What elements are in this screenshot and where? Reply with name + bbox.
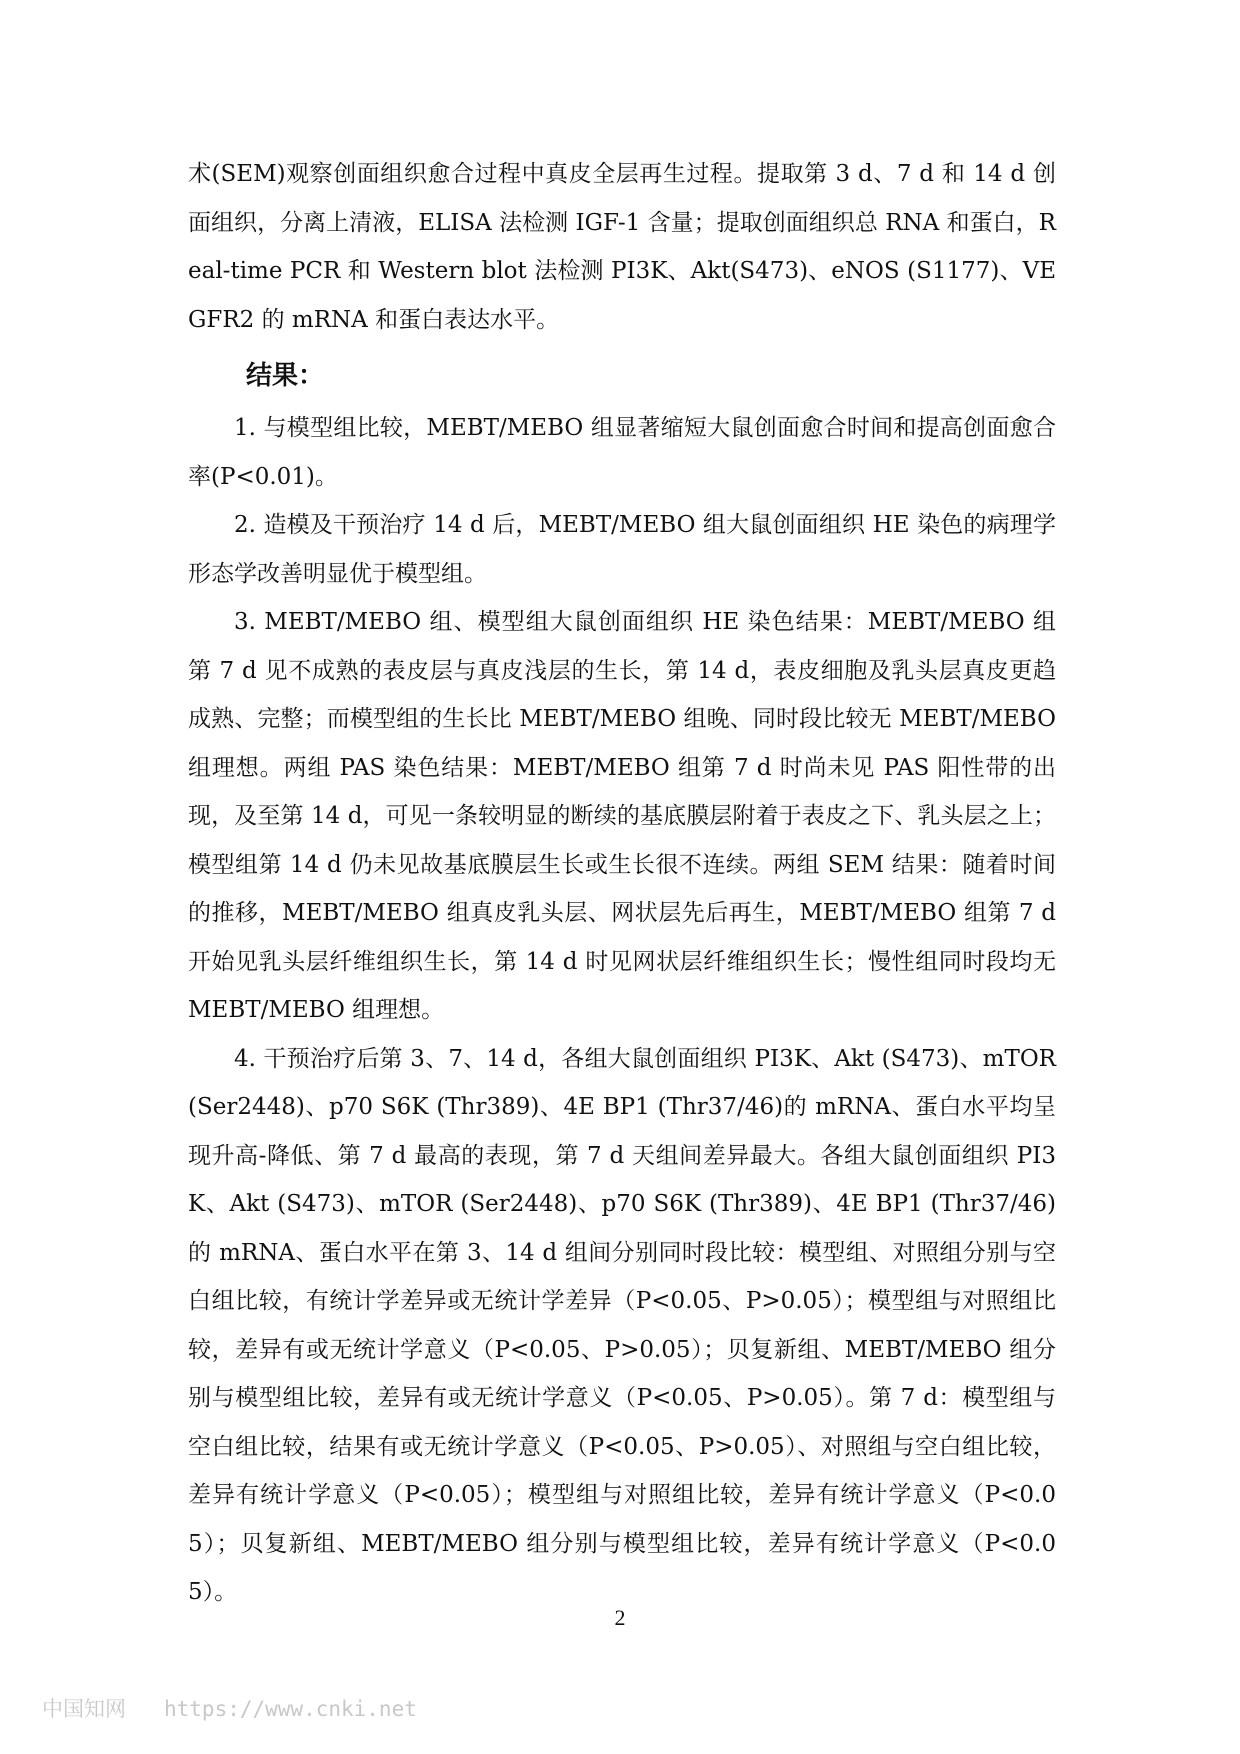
watermark-url: https://www.cnki.net <box>164 1697 417 1721</box>
methods-paragraph-continuation: 术(SEM)观察创面组织愈合过程中真皮全层再生过程。提取第 3 d、7 d 和 14 d 创面组织，分离上清液，ELISA 法检测 IGF-1 含量；提取创面组织总 RNA 和蛋白，Real-time PCR 和 Western blot 法检测 PI3K、Akt(S473)、eNOS (S1177)、VEGFR2 的 mRNA 和蛋白表达水平。 <box>188 161 1056 333</box>
cnki-watermark <box>42 1694 417 1724</box>
page-content <box>188 150 1056 1617</box>
result-item-3: 3. MEBT/MEBO 组、模型组大鼠创面组织 HE 染色结果：MEBT/MEBO 组第 7 d 见不成熟的表皮层与真皮浅层的生长，第 14 d，表皮细胞及乳头层真皮更趋成熟、完整；而模型组的生长比 MEBT/MEBO 组晚、同时段比较无 MEBT/MEBO 组理想。两组 PAS 染色结果：MEBT/MEBO 组第 7 d 时尚未见 PAS 阳性带的出现，及至第 14 d，可见一条较明显的断续的基底膜层附着于表皮之下、乳头层之上；模型组第 14 d 仍未见故基底膜层生长或生长很不连续。两组 SEM 结果：随着时间的推移，MEBT/MEBO 组真皮乳头层、网状层先后再生，MEBT/MEBO 组第 7 d 开始见乳头层纤维组织生长，第 14 d 时见网状层纤维组织生长；慢性组同时段均无 MEBT/MEBO 组理想。 <box>188 609 1057 1023</box>
results-heading: 结果： <box>246 361 325 391</box>
result-item-4: 4. 干预治疗后第 3、7、14 d，各组大鼠创面组织 PI3K、Akt (S473)、mTOR (Ser2448)、p70 S6K (Thr389)、4E BP1 (Thr37/46)的 mRNA、蛋白水平均呈现升高-降低、第 7 d 最高的表现，第 7 d 天组间差异最大。各组大鼠创面组织 PI3K、Akt (S473)、mTOR (Ser2448)、p70 S6K (Thr389)、4E BP1 (Thr37/46)的 mRNA、蛋白水平在第 3、14 d 组间分别同时段比较：模型组、对照组分别与空白组比较，有统计学差异或无统计学差异（P<0.05、P>0.05）；模型组与对照组比较，差异有或无统计学意义（P<0.05、P>0.05）；贝复新组、MEBT/MEBO 组分别与模型组比较，差异有或无统计学意义（P<0.05、P>0.05）。第 7 d：模型组与空白组比较，结果有或无统计学意义（P<0.05、P>0.05）、对照组与空白组比较，差异有统计学意义（P<0.05）；模型组与对照组比较，差异有统计学意义（P<0.05）；贝复新组、MEBT/MEBO 组分别与模型组比较，差异有统计学意义（P<0.05）。 <box>188 1045 1056 1605</box>
result-item-2: 2. 造模及干预治疗 14 d 后，MEBT/MEBO 组大鼠创面组织 HE 染色的病理学形态学改善明显优于模型组。 <box>188 512 1056 587</box>
page-number: 2 <box>614 1605 626 1630</box>
result-item-1: 1. 与模型组比较，MEBT/MEBO 组显著缩短大鼠创面愈合时间和提高创面愈合率(P<0.01)。 <box>188 415 1056 490</box>
watermark-brand: 中国知网 <box>42 1697 126 1721</box>
